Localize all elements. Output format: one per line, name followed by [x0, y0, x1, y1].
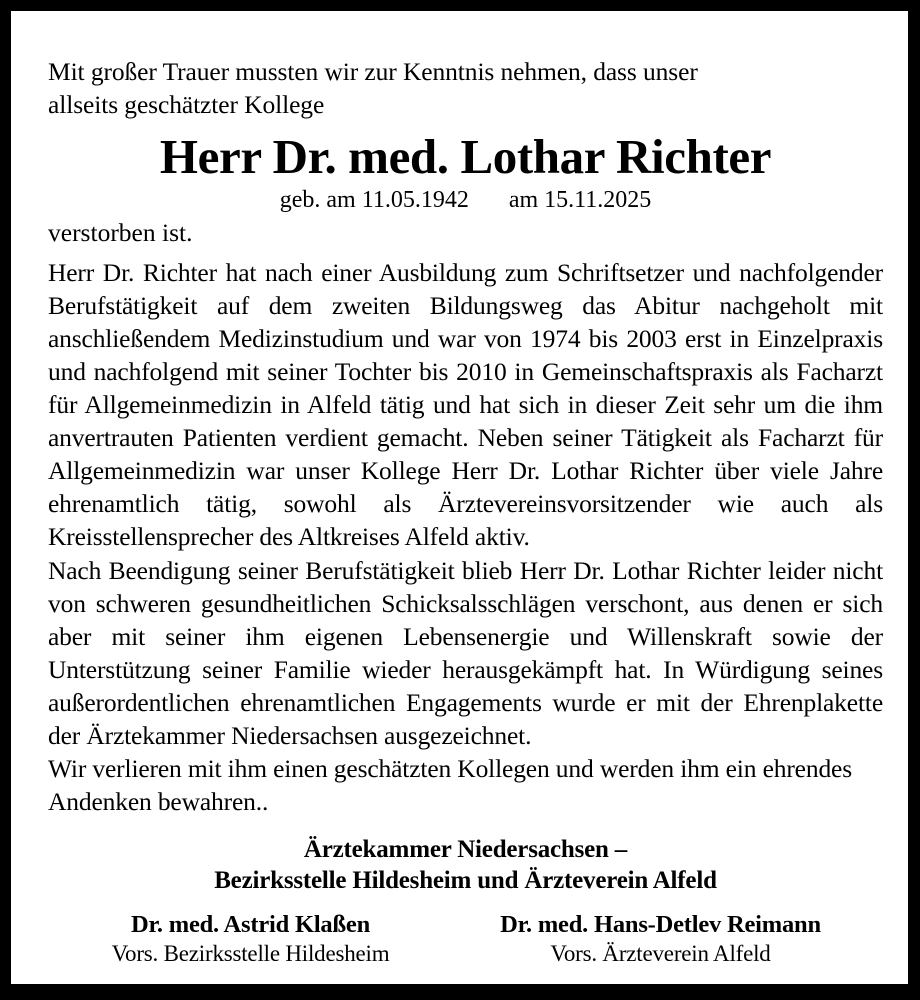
- deceased-name: Herr Dr. med. Lothar Richter: [159, 129, 772, 185]
- birth-date: geb. am 11.05.1942: [279, 187, 469, 214]
- obituary-content: [11, 11, 908, 984]
- signer-name: Dr. med. Astrid Klaßen: [130, 910, 371, 938]
- body-paragraph: Wir verlieren mit ihm einen geschätzten Kollegen und werden ihm ein ehrendes Andenken bewahren..: [48, 753, 852, 816]
- signer: [56, 910, 446, 969]
- death-date: am 15.11.2025: [508, 187, 652, 214]
- body-paragraph: Nach Beendigung seiner Berufstätigkeit blieb Herr Dr. Lothar Richter leider nicht von schweren gesundheitlichen Schicksalsschlägen verschont, aus denen er sich aber mit seiner ihm eigenen Lebensenergie und Willenskraft sowie der Unterstützung seiner Familie wieder herausgekämpft hat. In Würdigung seines außerordentlichen ehrenamtlichen Engagements wurde er mit der Ehrenplakette der Ärztekammer Niedersachsen ausgezeichnet.: [48, 555, 883, 750]
- signer: [446, 910, 876, 969]
- passed-away-line: verstorben ist.: [48, 218, 193, 248]
- signer-role: Vors. Bezirksstelle Hildesheim: [111, 940, 390, 966]
- signature-block: [48, 834, 883, 969]
- body-paragraph: Herr Dr. Richter hat nach einer Ausbildung zum Schriftsetzer und nachfolgender Berufstätigkeit auf dem zweiten Bildungsweg das Abitur nachgeholt mit anschließendem Medizinstudium und war von 1974 bis 2003 erst in Einzelpraxis und nachfolgend mit seiner Tochter bis 2010 in Gemeinschaftspraxis als Facharzt für Allgemeinmedizin in Alfeld tätig und hat sich in dieser Zeit sehr um die ihm anvertrauten Patienten verdient gemacht. Neben seiner Tätigkeit als Facharzt für Allgemeinmedizin war unser Kollege Herr Dr. Lothar Richter über viele Jahre ehrenamtlich tätig, sowohl als Ärztevereinsvorsitzender wie auch als Kreisstellensprecher des Altkreises Alfeld aktiv.: [48, 258, 883, 552]
- intro-text: Mit großer Trauer mussten wir zur Kenntnis nehmen, dass unser allseits geschätzter Kollege: [48, 55, 883, 121]
- signers-row: [48, 910, 883, 969]
- intro-text-last-line: allseits geschätzter Kollege: [48, 90, 325, 120]
- obituary-body: [48, 256, 883, 817]
- life-dates: [48, 185, 883, 215]
- signer-role: Vors. Ärzteverein Alfeld: [550, 940, 771, 966]
- organization-name-line-2: Bezirksstelle Hildesheim und Ärzteverein Alfeld: [214, 867, 717, 895]
- signer-name: Dr. med. Hans-Detlev Reimann: [500, 910, 821, 938]
- organization-name-line-1: Ärztekammer Niedersachsen –: [303, 835, 628, 863]
